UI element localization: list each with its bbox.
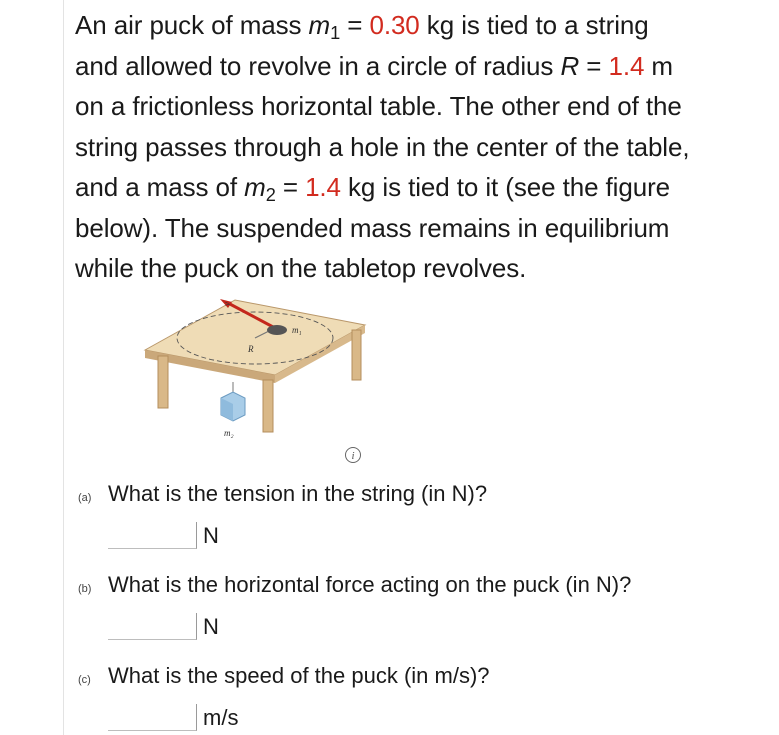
unit-label: m/s — [203, 705, 239, 730]
question-text: What is the speed of the puck (in m/s)? — [108, 663, 490, 688]
left-divider — [63, 0, 64, 735]
var-m: m — [244, 172, 266, 202]
unit-label: N — [203, 614, 219, 639]
unit-label: N — [203, 523, 219, 548]
answer-input-b[interactable] — [108, 613, 197, 640]
text: An air puck of mass — [75, 10, 309, 40]
problem-statement — [75, 5, 775, 289]
answer-input-a[interactable] — [108, 522, 197, 549]
problem-line-1 — [75, 5, 775, 46]
subscript: 1 — [330, 23, 341, 44]
question-letter: (b) — [78, 583, 92, 595]
question-a — [78, 479, 768, 549]
info-icon[interactable]: i — [345, 447, 361, 463]
radius-value: 1.4 — [608, 50, 645, 81]
mass-m1-value: 0.30 — [369, 10, 420, 40]
question-c — [78, 661, 768, 731]
question-letter: (a) — [78, 492, 92, 504]
table-leg — [352, 330, 361, 380]
label-m2: m₂ — [224, 428, 234, 438]
var-m: m — [308, 10, 331, 40]
table-puck-figure — [140, 290, 370, 470]
puck — [267, 325, 287, 335]
label-R: R — [248, 344, 254, 354]
label-m1: m₁ — [292, 325, 302, 335]
problem-line-3: on a frictionless horizontal table. The other end of the — [75, 91, 682, 121]
table-leg — [158, 356, 168, 408]
text: kg is tied to a string — [419, 10, 649, 40]
question-letter: (c) — [78, 674, 91, 686]
text: and a mass of — [75, 172, 245, 202]
problem-line-4: string passes through a hole in the center of the table, — [75, 131, 690, 162]
problem-line-6: below). The suspended mass remains in equilibrium — [75, 212, 670, 243]
equals: = — [275, 172, 306, 202]
question-b — [78, 570, 768, 640]
problem-line-7: while the puck on the tabletop revolves. — [75, 253, 527, 283]
problem-line-2 — [75, 46, 775, 87]
text: and allowed to revolve in a circle of radius — [75, 50, 561, 81]
var-R: R — [560, 50, 580, 81]
text: m — [644, 50, 673, 81]
text: kg is tied to it (see the figure — [340, 172, 670, 202]
equals: = — [340, 10, 370, 40]
question-text: What is the horizontal force acting on the puck (in N)? — [108, 572, 632, 597]
mass-m2-value: 1.4 — [305, 172, 341, 202]
label-v: v⃗ — [222, 295, 232, 306]
subscript: 2 — [265, 185, 276, 206]
problem-line-5 — [75, 167, 775, 208]
table-leg — [263, 380, 273, 432]
answer-input-c[interactable] — [108, 704, 197, 731]
equals: = — [579, 50, 609, 81]
question-text: What is the tension in the string (in N)? — [108, 481, 488, 506]
